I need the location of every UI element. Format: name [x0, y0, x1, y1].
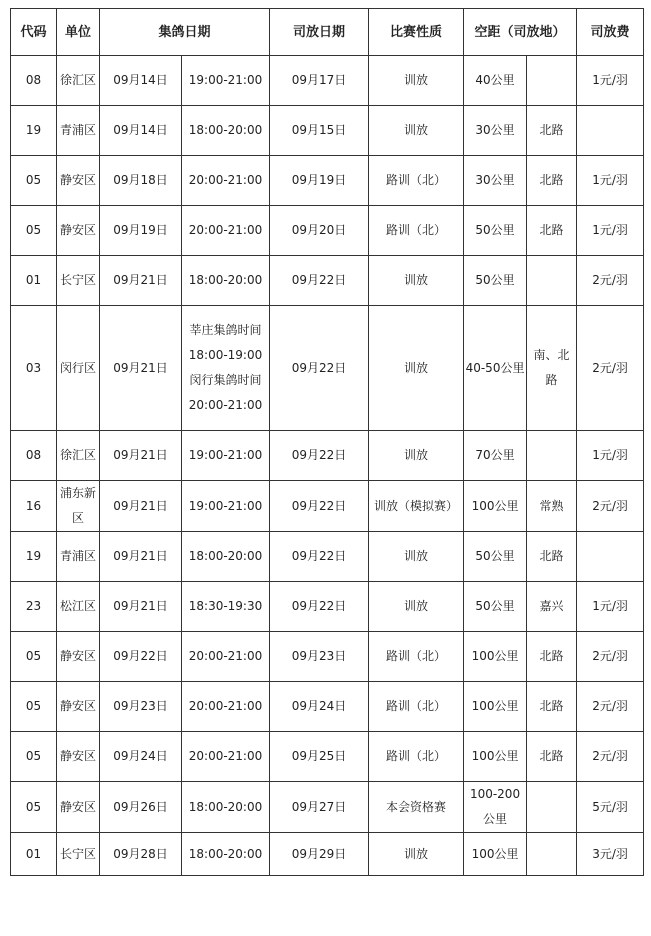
cell-release-place-line: 北路: [539, 549, 564, 563]
table-row: [11, 206, 644, 256]
cell-distance: 50公里: [464, 582, 527, 632]
cell-release-date: 09月17日: [270, 56, 369, 106]
cell-gather-date: 09月14日: [100, 106, 182, 156]
cell-gather-time: [182, 306, 270, 431]
cell-fee: 1元/羽: [577, 56, 644, 106]
header-unit: 单位: [57, 9, 100, 56]
header-nature: 比赛性质: [369, 9, 464, 56]
cell-release-date: 09月22日: [270, 256, 369, 306]
cell-code: 01: [11, 256, 57, 306]
table-row: [11, 306, 644, 431]
cell-code: 05: [11, 206, 57, 256]
cell-release-place-line: 北路: [539, 173, 564, 187]
cell-distance: 50公里: [464, 206, 527, 256]
cell-release-place-line: 北路: [539, 123, 564, 137]
cell-release-place-line: 北路: [539, 699, 564, 713]
cell-release-place-line: 北路: [539, 649, 564, 663]
cell-code: 05: [11, 782, 57, 833]
cell-gather-time: [182, 582, 270, 632]
cell-nature: 训放: [369, 56, 464, 106]
cell-gather-time-line: 20:00-21:00: [188, 699, 263, 713]
cell-distance: 40公里: [464, 56, 527, 106]
cell-fee: 5元/羽: [577, 782, 644, 833]
cell-release-place-line: 常熟: [539, 498, 564, 513]
cell-release-place-line: 北路: [539, 223, 564, 237]
table-row: [11, 782, 644, 833]
cell-code: 19: [11, 532, 57, 582]
header-fee: 司放费: [577, 9, 644, 56]
cell-gather-time: [182, 256, 270, 306]
cell-release-place: [527, 156, 577, 206]
table-row: [11, 156, 644, 206]
cell-fee: 1元/羽: [577, 582, 644, 632]
cell-fee: [577, 106, 644, 156]
cell-gather-time-line: 18:00-20:00: [188, 123, 263, 137]
cell-gather-date: 09月21日: [100, 431, 182, 481]
cell-nature: 训放: [369, 582, 464, 632]
cell-distance: 50公里: [464, 532, 527, 582]
cell-fee: 1元/羽: [577, 206, 644, 256]
cell-release-place-line: 南、北: [533, 348, 570, 362]
cell-gather-date: 09月26日: [100, 782, 182, 833]
cell-release-place: [527, 732, 577, 782]
table-row: [11, 532, 644, 582]
cell-release-date: 09月23日: [270, 632, 369, 682]
cell-gather-time-line: 20:00-21:00: [188, 223, 263, 237]
table-row: [11, 682, 644, 732]
cell-nature: 训放: [369, 306, 464, 431]
cell-unit: 静安区: [57, 156, 100, 206]
cell-fee: 2元/羽: [577, 732, 644, 782]
cell-release-date: 09月15日: [270, 106, 369, 156]
cell-distance: 100公里: [464, 632, 527, 682]
cell-gather-time-line: 闵行集鸽时间: [189, 373, 262, 387]
cell-release-place-line: 嘉兴: [539, 599, 564, 613]
cell-code: 08: [11, 56, 57, 106]
cell-gather-time: [182, 532, 270, 582]
cell-release-date: 09月24日: [270, 682, 369, 732]
cell-fee: 2元/羽: [577, 682, 644, 732]
cell-gather-time-line: 18:00-19:00: [188, 348, 263, 362]
cell-code: 05: [11, 682, 57, 732]
cell-gather-time-line: 18:00-20:00: [188, 846, 263, 861]
cell-gather-time-line: 19:00-21:00: [188, 448, 263, 462]
cell-release-place: [527, 582, 577, 632]
cell-code: 05: [11, 632, 57, 682]
header-code: 代码: [11, 9, 57, 56]
cell-unit: 静安区: [57, 682, 100, 732]
cell-distance: 40-50公里: [464, 306, 527, 431]
cell-gather-time: [182, 56, 270, 106]
cell-gather-date: 09月24日: [100, 732, 182, 782]
cell-gather-date: 09月19日: [100, 206, 182, 256]
cell-release-place: [527, 632, 577, 682]
cell-code: 05: [11, 732, 57, 782]
cell-gather-date: 09月21日: [100, 481, 182, 532]
cell-unit: 静安区: [57, 632, 100, 682]
cell-release-place: [527, 306, 577, 431]
cell-nature: 路训（北）: [369, 682, 464, 732]
cell-unit: 长宁区: [57, 833, 100, 876]
cell-release-place: [527, 682, 577, 732]
cell-release-date: 09月25日: [270, 732, 369, 782]
cell-fee: 2元/羽: [577, 306, 644, 431]
cell-gather-time-line: 20:00-21:00: [188, 749, 263, 763]
cell-unit: 青浦区: [57, 532, 100, 582]
cell-release-place: [527, 782, 577, 833]
cell-unit: 徐汇区: [57, 56, 100, 106]
cell-distance: 50公里: [464, 256, 527, 306]
cell-release-place: [527, 106, 577, 156]
cell-gather-time: [182, 632, 270, 682]
cell-release-date: 09月22日: [270, 582, 369, 632]
cell-code: 08: [11, 431, 57, 481]
cell-distance: 100公里: [464, 833, 527, 876]
cell-code: 01: [11, 833, 57, 876]
cell-unit: 静安区: [57, 206, 100, 256]
cell-unit: 青浦区: [57, 106, 100, 156]
cell-unit: 静安区: [57, 782, 100, 833]
cell-release-place: [527, 481, 577, 532]
cell-unit: 松江区: [57, 582, 100, 632]
cell-fee: 1元/羽: [577, 431, 644, 481]
cell-gather-time-line: 莘庄集鸽时间: [189, 323, 262, 337]
cell-distance: 100公里: [464, 732, 527, 782]
cell-nature: 训放: [369, 532, 464, 582]
table-row: [11, 732, 644, 782]
table-body: [11, 56, 644, 876]
table-row: [11, 106, 644, 156]
cell-gather-date: 09月21日: [100, 306, 182, 431]
cell-release-date: 09月19日: [270, 156, 369, 206]
header-release-date: 司放日期: [270, 9, 369, 56]
cell-nature: 路训（北）: [369, 206, 464, 256]
cell-distance: 30公里: [464, 106, 527, 156]
cell-gather-time-line: 19:00-21:00: [188, 498, 263, 513]
release-schedule-table: [10, 8, 644, 876]
cell-unit: 长宁区: [57, 256, 100, 306]
cell-fee: 3元/羽: [577, 833, 644, 876]
cell-gather-date: 09月21日: [100, 532, 182, 582]
cell-gather-time: [182, 431, 270, 481]
cell-gather-date: 09月21日: [100, 582, 182, 632]
cell-release-date: 09月27日: [270, 782, 369, 833]
cell-nature: 训放: [369, 431, 464, 481]
header-row: [11, 9, 644, 56]
table-row: [11, 582, 644, 632]
cell-code: 16: [11, 481, 57, 532]
header-distance: 空距（司放地）: [464, 9, 577, 56]
cell-gather-date: 09月14日: [100, 56, 182, 106]
cell-gather-time-line: 20:00-21:00: [188, 173, 263, 187]
cell-distance: 70公里: [464, 431, 527, 481]
table-row: [11, 833, 644, 876]
cell-release-date: 09月22日: [270, 532, 369, 582]
cell-gather-time: [182, 481, 270, 532]
cell-release-place: [527, 56, 577, 106]
cell-unit: 静安区: [57, 732, 100, 782]
cell-nature: 训放（模拟赛）: [369, 481, 464, 532]
cell-nature: 训放: [369, 833, 464, 876]
header-gather-date: 集鸽日期: [100, 9, 270, 56]
cell-gather-date: 09月22日: [100, 632, 182, 682]
cell-gather-time: [182, 732, 270, 782]
cell-distance: 100-200公里: [464, 782, 527, 833]
cell-gather-date: 09月23日: [100, 682, 182, 732]
table-row: [11, 431, 644, 481]
cell-nature: 训放: [369, 256, 464, 306]
cell-code: 03: [11, 306, 57, 431]
cell-gather-time: [182, 682, 270, 732]
cell-release-date: 09月29日: [270, 833, 369, 876]
cell-gather-date: 09月18日: [100, 156, 182, 206]
table-row: [11, 56, 644, 106]
cell-nature: 训放: [369, 106, 464, 156]
cell-code: 23: [11, 582, 57, 632]
cell-fee: 2元/羽: [577, 481, 644, 532]
cell-release-date: 09月22日: [270, 431, 369, 481]
cell-release-date: 09月22日: [270, 481, 369, 532]
cell-gather-time-line: 20:00-21:00: [188, 649, 263, 663]
cell-fee: 2元/羽: [577, 256, 644, 306]
cell-fee: [577, 532, 644, 582]
cell-release-place: [527, 206, 577, 256]
cell-gather-date: 09月21日: [100, 256, 182, 306]
cell-gather-time: [182, 106, 270, 156]
cell-nature: 本会资格赛: [369, 782, 464, 833]
cell-nature: 路训（北）: [369, 156, 464, 206]
cell-release-date: 09月22日: [270, 306, 369, 431]
cell-gather-time: [182, 156, 270, 206]
table-row: [11, 256, 644, 306]
cell-release-place: [527, 431, 577, 481]
cell-unit: 浦东新区: [57, 481, 100, 532]
cell-gather-time: [182, 833, 270, 876]
cell-gather-time: [182, 206, 270, 256]
cell-gather-time: [182, 782, 270, 833]
cell-gather-time-line: 18:00-20:00: [188, 549, 263, 563]
cell-unit: 闵行区: [57, 306, 100, 431]
table-row: [11, 632, 644, 682]
cell-code: 19: [11, 106, 57, 156]
cell-gather-date: 09月28日: [100, 833, 182, 876]
cell-release-place-line: 路: [545, 373, 558, 387]
cell-gather-time-line: 20:00-21:00: [188, 398, 263, 412]
cell-gather-time-line: 18:30-19:30: [188, 599, 263, 613]
cell-fee: 2元/羽: [577, 632, 644, 682]
cell-distance: 30公里: [464, 156, 527, 206]
cell-unit: 徐汇区: [57, 431, 100, 481]
table-row: [11, 481, 644, 532]
cell-release-place-line: 北路: [539, 749, 564, 763]
cell-gather-time-line: 19:00-21:00: [188, 73, 263, 87]
cell-release-place: [527, 532, 577, 582]
cell-gather-time-line: 18:00-20:00: [188, 273, 263, 287]
cell-distance: 100公里: [464, 481, 527, 532]
cell-release-place: [527, 256, 577, 306]
cell-nature: 路训（北）: [369, 732, 464, 782]
cell-release-date: 09月20日: [270, 206, 369, 256]
cell-nature: 路训（北）: [369, 632, 464, 682]
cell-fee: 1元/羽: [577, 156, 644, 206]
cell-code: 05: [11, 156, 57, 206]
cell-distance: 100公里: [464, 682, 527, 732]
cell-release-place: [527, 833, 577, 876]
cell-gather-time-line: 18:00-20:00: [188, 799, 263, 814]
